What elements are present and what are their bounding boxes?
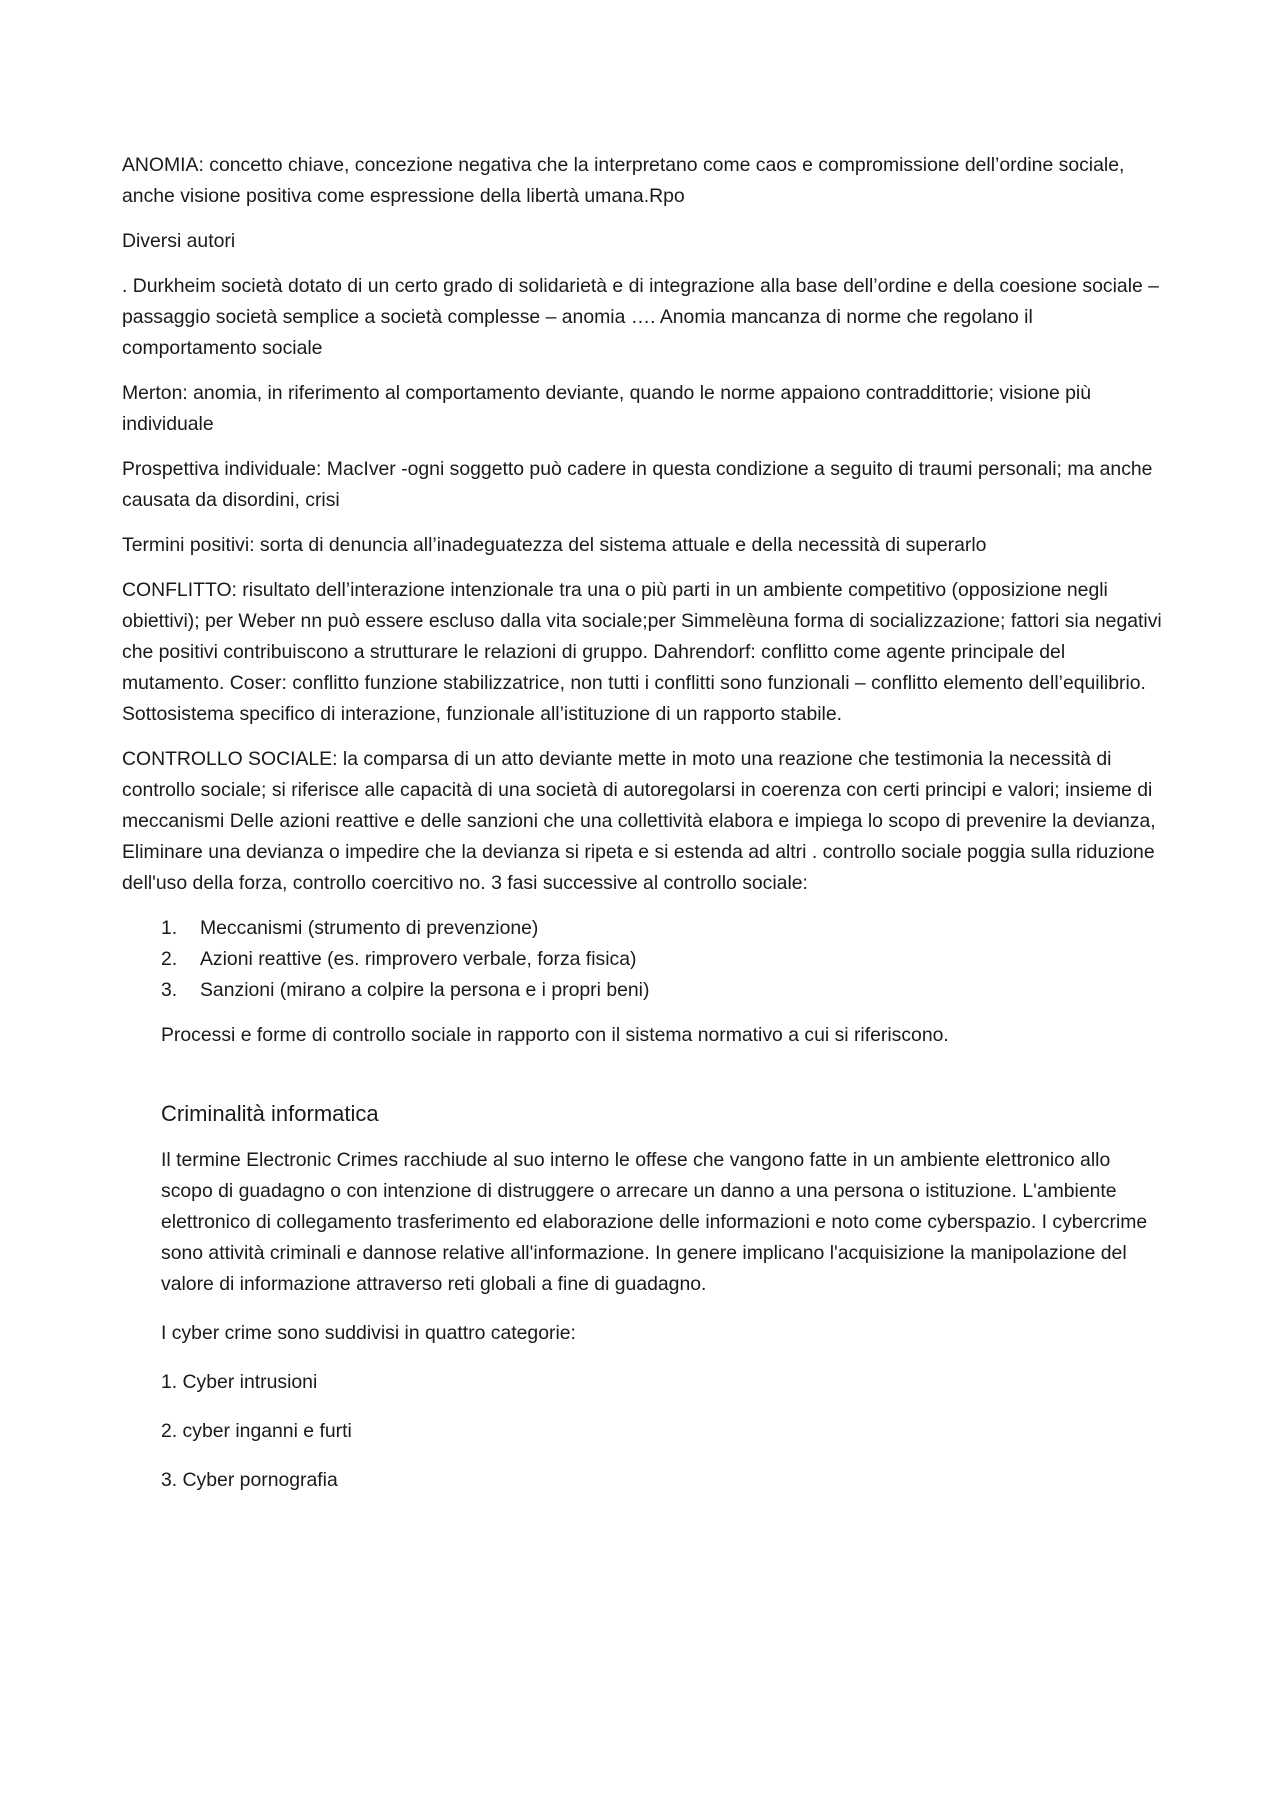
paragraph-diversi-autori: Diversi autori xyxy=(122,230,236,252)
document-page xyxy=(122,150,1167,1514)
paragraph-electronic-crimes: Il termine Electronic Crimes racchiude al suo interno le offese che vangono fatte in un ambiente elettronico allo scopo di guadagno o con intenzione di distruggere o arrecare un danno a una persona o istituzione. L'ambiente elettronico di collegamento trasferimento ed elaborazione delle informazioni e noto come cyberspazio. I cybercrime sono attività criminali e dannose relative all'informazione. In genere implicano l'acquisizione la manipolazione del valore di informazione attraverso reti globali a fine di guadagno. xyxy=(161,1149,1148,1295)
categoria-item: 1. Cyber intrusioni xyxy=(161,1371,318,1393)
list-item-text: Azioni reattive (es. rimprovero verbale, forza fisica) xyxy=(200,948,637,970)
paragraph-durkheim: . Durkheim società dotato di un certo grado di solidarietà e di integrazione alla base dell’ordine e della coesione sociale – passaggio società semplice a società complesse – anomia …. Anomia mancanza di norme che regolano il comportamento sociale xyxy=(122,275,1159,359)
list-item-text: Meccanismi (strumento di prevenzione) xyxy=(200,917,539,939)
paragraph-prospettiva-individuale: Prospettiva individuale: MacIver -ogni soggetto può cadere in questa condizione a seguito di traumi personali; ma anche causata da disordini, crisi xyxy=(122,458,1153,511)
list-item xyxy=(122,944,1167,975)
list-item-number: 1. xyxy=(161,917,178,939)
paragraph-controllo-sociale: CONTROLLO SOCIALE: la comparsa di un atto deviante mette in moto una reazione che testimonia la necessità di controllo sociale; si riferisce alle capacità di una società di autoregolarsi in coerenza con certi principi e valori; insieme di meccanismi Delle azioni reattive e delle sanzioni che una collettività elabora e impiega lo scopo di prevenire la devianza, Eliminare una devianza o impedire che la devianza si ripeta e si estenda ad altri . controllo sociale poggia sulla riduzione dell'uso della forza, controllo coercitivo no. 3 fasi successive al controllo sociale: xyxy=(122,748,1156,894)
fasi-list xyxy=(122,913,1167,1006)
paragraph-conflitto: CONFLITTO: risultato dell’interazione intenzionale tra una o più parti in un ambiente competitivo (opposizione negli obiettivi); per Weber nn può essere escluso dalla vita sociale;per Simmelèuna forma di socializzazione; fattori sia negativi che positivi contribuiscono a strutturare le relazioni di gruppo. Dahrendorf: conflitto come agente principale del mutamento. Coser: conflitto funzione stabilizzatrice, non tutti i conflitti sono funzionali – conflitto elemento dell’equilibrio. Sottosistema specifico di interazione, funzionale all’istituzione di un rapporto stabile. xyxy=(122,579,1162,725)
list-item xyxy=(122,975,1167,1006)
section-heading-criminalita: Criminalità informatica xyxy=(161,1101,379,1126)
paragraph-categorie-intro: I cyber crime sono suddivisi in quattro categorie: xyxy=(161,1322,576,1344)
paragraph-processi: Processi e forme di controllo sociale in rapporto con il sistema normativo a cui si riferiscono. xyxy=(161,1024,949,1046)
paragraph-anomia: ANOMIA: concetto chiave, concezione negativa che la interpretano come caos e compromissione dell’ordine sociale, anche visione positiva come espressione della libertà umana.Rpo xyxy=(122,154,1125,207)
categoria-item: 3. Cyber pornografia xyxy=(161,1469,338,1491)
paragraph-termini-positivi: Termini positivi: sorta di denuncia all’inadeguatezza del sistema attuale e della necessità di superarlo xyxy=(122,534,987,556)
criminalita-section xyxy=(122,1145,1167,1496)
list-item xyxy=(122,913,1167,944)
list-item-number: 2. xyxy=(161,948,178,970)
categoria-item: 2. cyber inganni e furti xyxy=(161,1420,352,1442)
list-item-text: Sanzioni (mirano a colpire la persona e i propri beni) xyxy=(200,979,650,1001)
list-item-number: 3. xyxy=(161,979,178,1001)
paragraph-merton: Merton: anomia, in riferimento al comportamento deviante, quando le norme appaiono contraddittorie; visione più individuale xyxy=(122,382,1092,435)
